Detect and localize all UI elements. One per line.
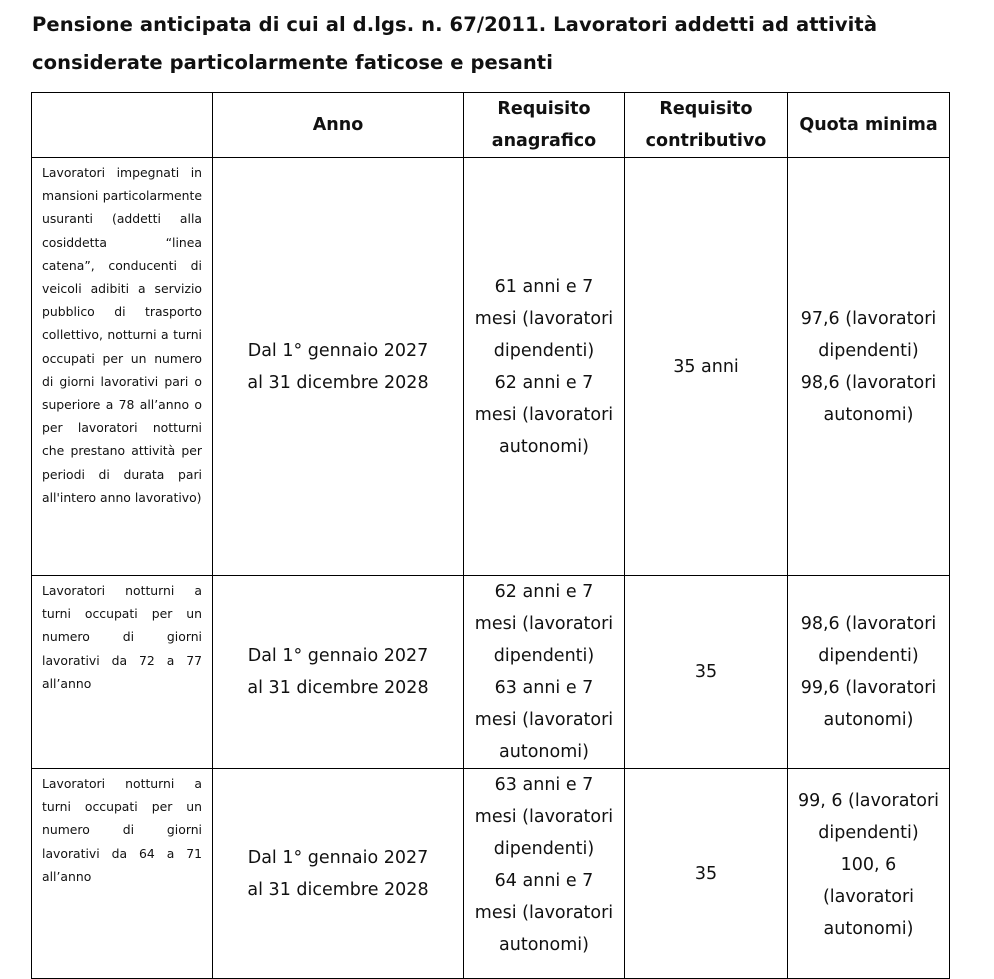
- quota-minima-line: 98,6 (lavoratori: [800, 614, 937, 634]
- requisito-anagrafico-line: autonomi): [499, 742, 589, 762]
- table-row: [32, 576, 950, 769]
- table-header-row: [32, 93, 950, 158]
- anno-line: al 31 dicembre 2028: [247, 879, 429, 900]
- requisito-anagrafico-line: dipendenti): [493, 839, 595, 859]
- anno-line: Dal 1° gennaio 2027: [247, 847, 429, 868]
- table-row: [32, 769, 950, 979]
- requisito-anagrafico-line: mesi (lavoratori: [474, 710, 614, 730]
- requisito-anagrafico-line: 64 anni e 7: [494, 871, 594, 891]
- quota-minima-line: 97,6 (lavoratori: [800, 308, 937, 329]
- requisito-anagrafico-line: dipendenti): [493, 340, 595, 361]
- anno-line: Dal 1° gennaio 2027: [247, 340, 429, 361]
- anno-cell: [213, 158, 464, 576]
- anno-line: al 31 dicembre 2028: [247, 372, 429, 393]
- requisito-anagrafico-cell: [464, 576, 625, 769]
- quota-minima-line: 99,6 (lavoratori: [800, 678, 937, 698]
- quota-minima-line: 98,6 (lavoratori: [800, 372, 937, 393]
- category-cell: Lavoratori notturni a turni occupati per un numero di giorni lavorativi da 64 a 71 all’anno: [32, 769, 213, 979]
- quota-minima-line: autonomi): [823, 404, 914, 425]
- header-quota-minima: Quota minima: [788, 93, 950, 158]
- quota-minima-line: dipendenti): [818, 340, 919, 361]
- header-requisito-anagrafico: Requisito anagrafico: [464, 93, 625, 158]
- document-title: Pensione anticipata di cui al d.lgs. n. 67/2011. Lavoratori addetti ad attività considerate particolarmente faticose e pesanti: [32, 13, 878, 74]
- requisito-anagrafico-line: 63 anni e 7: [494, 678, 594, 698]
- requisito-anagrafico-line: mesi (lavoratori: [474, 807, 614, 827]
- quota-minima-cell: [788, 158, 950, 576]
- category-cell: Lavoratori notturni a turni occupati per un numero di giorni lavorativi da 72 a 77 all’anno: [32, 576, 213, 769]
- requisito-anagrafico-line: mesi (lavoratori: [474, 308, 614, 329]
- quota-minima-line: (lavoratori: [822, 887, 915, 907]
- requisito-anagrafico-line: mesi (lavoratori: [474, 903, 614, 923]
- requisito-anagrafico-line: 63 anni e 7: [494, 775, 594, 795]
- anno-cell: [213, 769, 464, 979]
- requisito-anagrafico-line: autonomi): [499, 436, 589, 457]
- requisito-anagrafico-line: 62 anni e 7: [494, 372, 594, 393]
- requisito-anagrafico-line: mesi (lavoratori: [474, 404, 614, 425]
- quota-minima-line: autonomi): [823, 710, 914, 730]
- quota-minima-cell: [788, 576, 950, 769]
- requisito-anagrafico-line: autonomi): [499, 935, 589, 955]
- requisito-anagrafico-cell: [464, 769, 625, 979]
- anno-line: Dal 1° gennaio 2027: [247, 646, 429, 666]
- quota-minima-line: 99, 6 (lavoratori: [797, 791, 940, 811]
- requisito-anagrafico-cell: [464, 158, 625, 576]
- table-row: [32, 158, 950, 576]
- requisito-contributivo-cell: 35: [625, 576, 788, 769]
- requisito-anagrafico-line: mesi (lavoratori: [474, 614, 614, 634]
- quota-minima-line: dipendenti): [818, 646, 919, 666]
- anno-cell: [213, 576, 464, 769]
- quota-minima-line: autonomi): [823, 919, 914, 939]
- quota-minima-line: dipendenti): [818, 823, 919, 843]
- anno-line: al 31 dicembre 2028: [247, 678, 429, 698]
- header-anno: Anno: [213, 93, 464, 158]
- header-category: [32, 93, 213, 158]
- requisito-anagrafico-line: 62 anni e 7: [494, 582, 594, 602]
- header-requisito-contributivo: Requisito contributivo: [625, 93, 788, 158]
- quota-minima-cell: [788, 769, 950, 979]
- requisito-anagrafico-line: dipendenti): [493, 646, 595, 666]
- requisito-contributivo-cell: 35 anni: [625, 158, 788, 576]
- requisito-contributivo-cell: 35: [625, 769, 788, 979]
- quota-minima-line: 100, 6: [840, 855, 897, 875]
- category-cell: Lavoratori impegnati in mansioni particolarmente usuranti (addetti alla cosiddetta “linea catena”, conducenti di veicoli adibiti a servizio pubblico di trasporto collettivo, notturni a turni occupati per un numero di giorni lavorativi pari o superiore a 78 all’anno o per lavoratori notturni che prestano attività per periodi di durata pari all'intero anno lavorativo): [32, 158, 213, 576]
- requisito-anagrafico-line: 61 anni e 7: [494, 276, 594, 297]
- pension-requirements-table: [31, 92, 950, 979]
